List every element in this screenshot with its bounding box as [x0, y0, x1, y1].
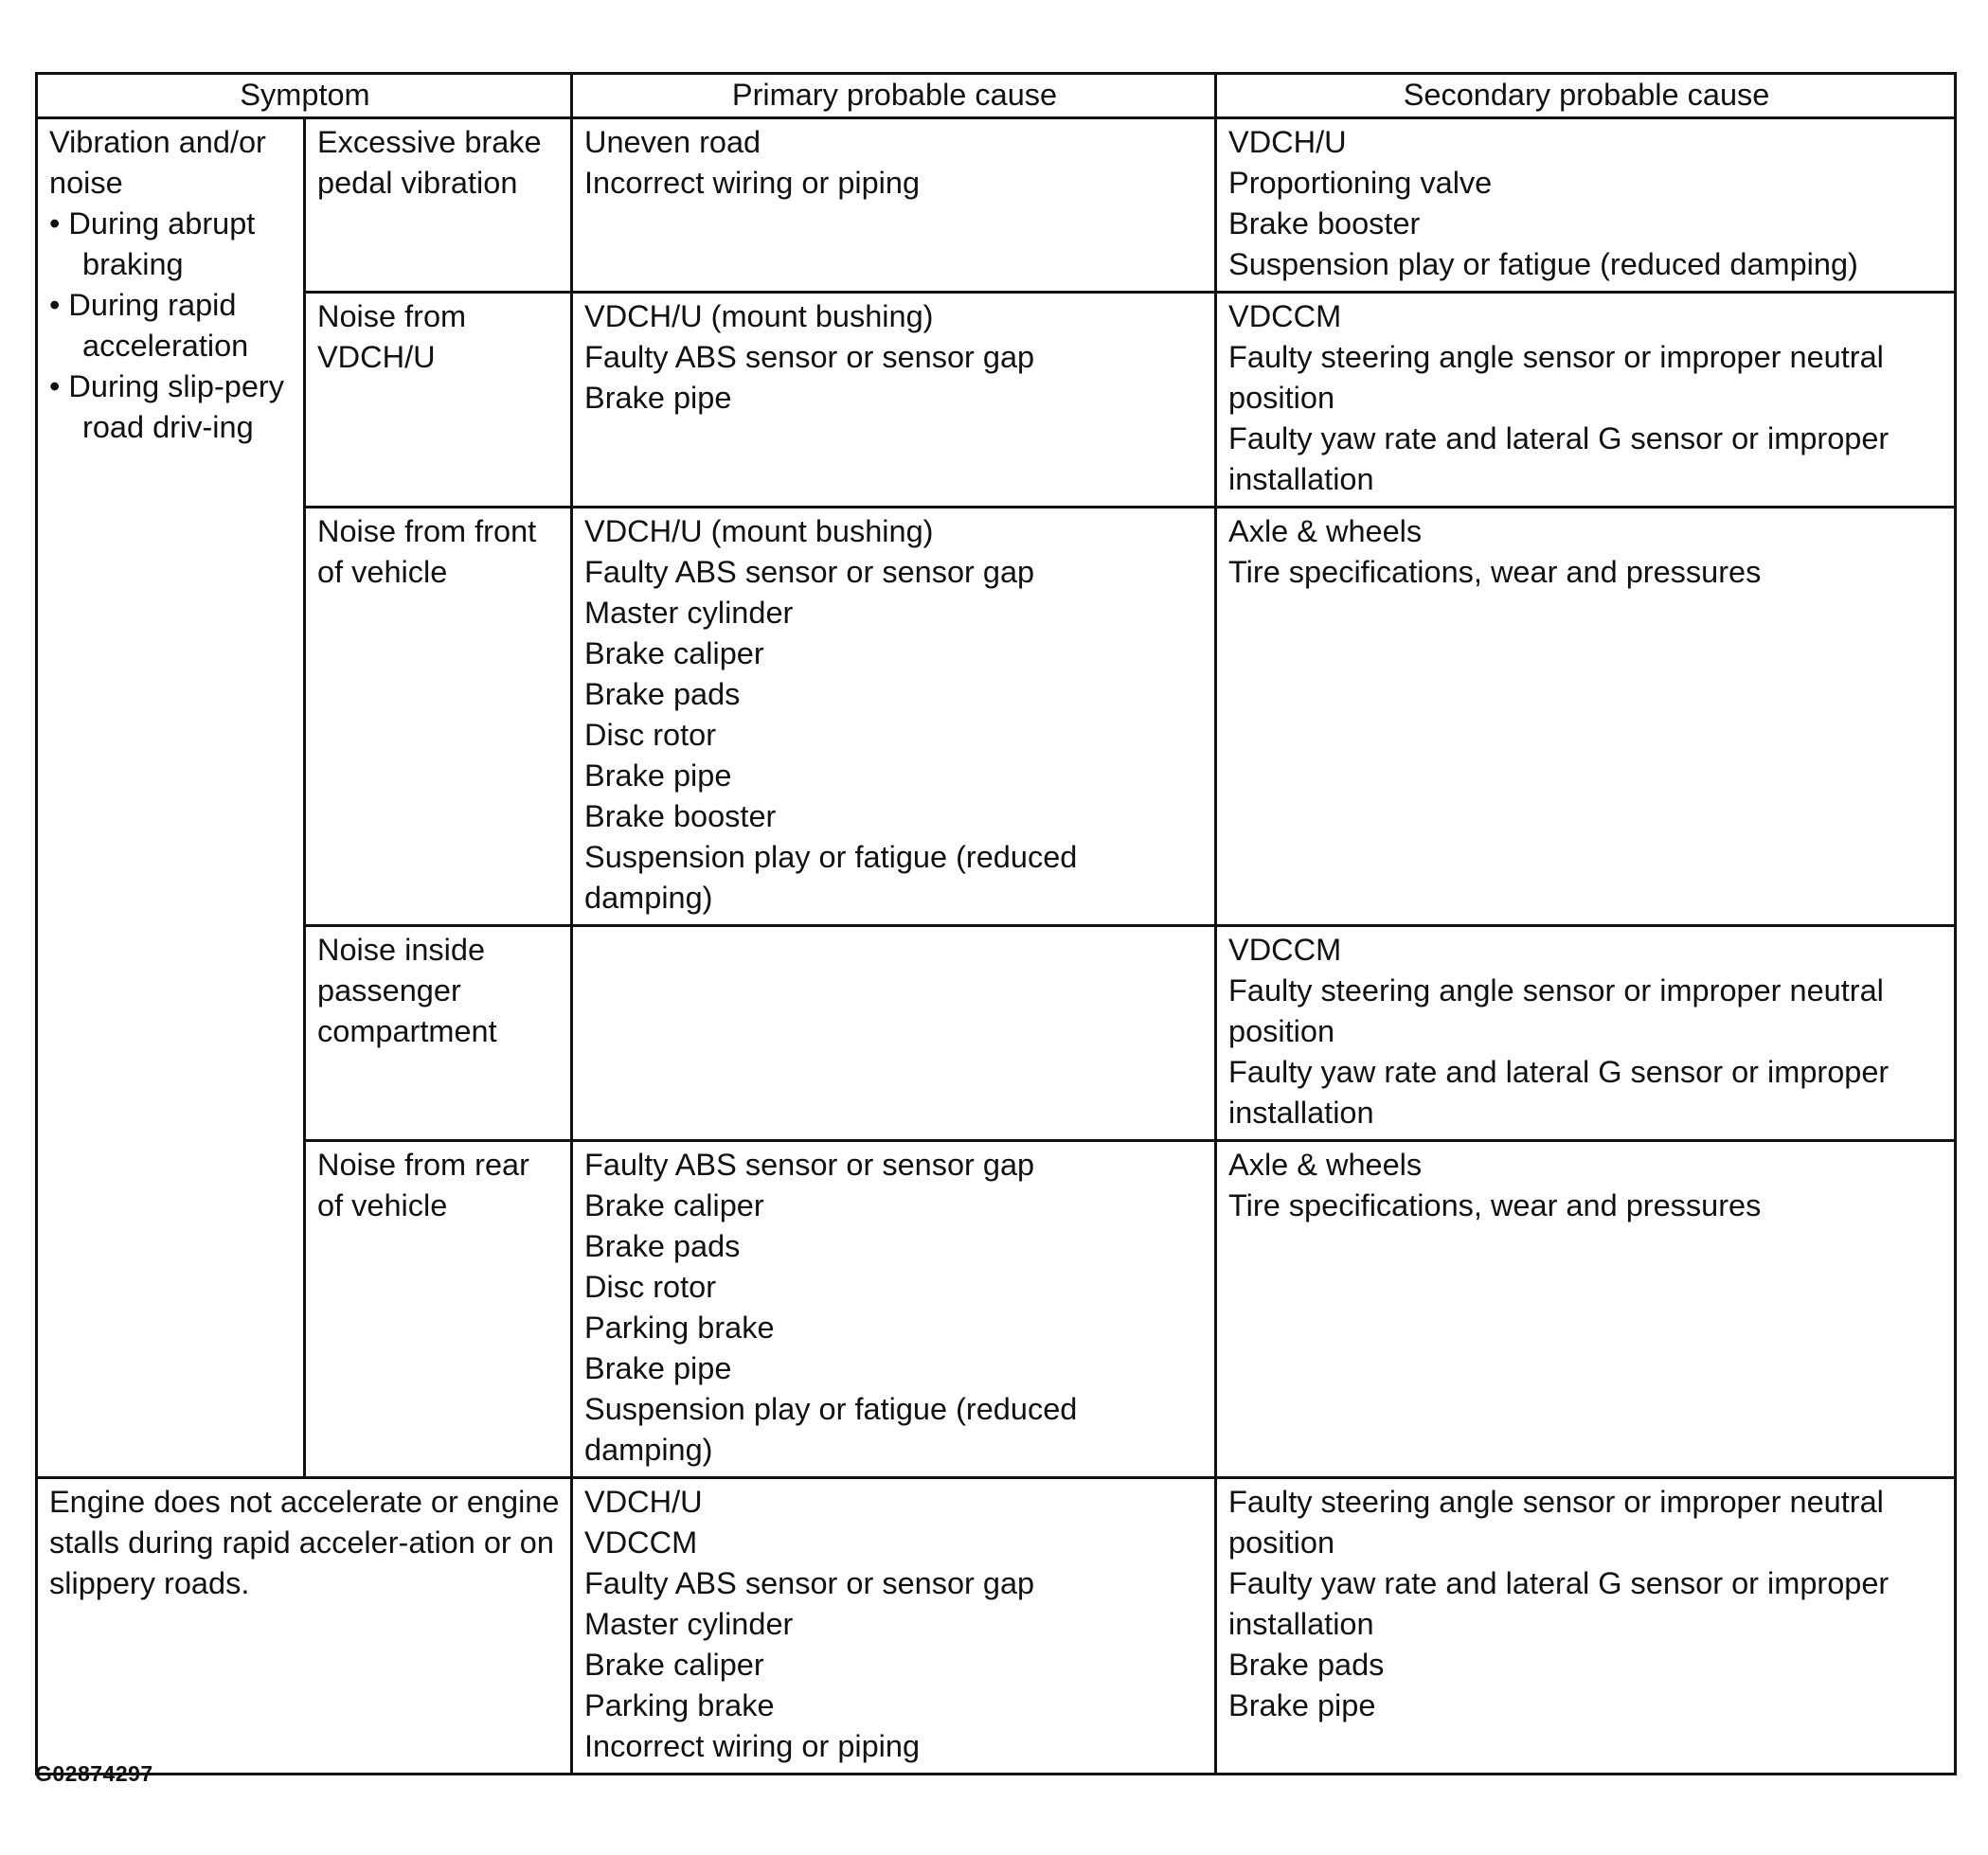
cause-item: Brake caliper	[584, 1188, 764, 1222]
secondary-cause-cell	[1216, 1478, 1956, 1775]
cause-item: Brake pads	[1228, 1648, 1385, 1682]
cause-item: Incorrect wiring or piping	[584, 1729, 921, 1763]
cause-item: Faulty ABS sensor or sensor gap	[584, 340, 1035, 374]
header-row	[37, 74, 1956, 118]
table-row	[37, 1478, 1956, 1775]
vibration-noise-symptom	[37, 118, 305, 1478]
diagnosis-table	[35, 72, 1957, 1775]
figure-id: G02874297	[35, 1761, 153, 1786]
condition-item: • During abrupt braking	[49, 206, 256, 281]
primary-cause-cell	[572, 118, 1216, 293]
cause-item: VDCH/U	[1228, 125, 1347, 159]
secondary-cause-cell	[1216, 508, 1956, 926]
primary-cause-cell	[572, 926, 1216, 1141]
table-row	[37, 926, 1956, 1141]
cause-item: Brake caliper	[584, 636, 764, 670]
cause-item: VDCH/U (mount bushing)	[584, 514, 934, 548]
sub-symptom: Noise inside passenger compartment	[305, 926, 572, 1141]
cause-item: Master cylinder	[584, 1607, 794, 1641]
cause-item: Tire specifications, wear and pressures	[1228, 555, 1762, 589]
cause-item: Suspension play or fatigue (reduced damping)	[1228, 247, 1858, 281]
cause-item: Incorrect wiring or piping	[584, 166, 921, 200]
primary-cause-cell	[572, 508, 1216, 926]
cause-item: VDCCM	[1228, 933, 1342, 967]
primary-cause-cell	[572, 293, 1216, 508]
header-symptom: Symptom	[37, 74, 572, 118]
sub-symptom: Noise from rear of vehicle	[305, 1141, 572, 1478]
cause-item: Brake pipe	[584, 1351, 732, 1385]
secondary-cause-cell	[1216, 118, 1956, 293]
cause-item: Brake pipe	[584, 758, 732, 793]
cause-item: Suspension play or fatigue (reduced damping)	[584, 840, 1086, 915]
cause-item: Faulty steering angle sensor or improper neutral position	[1228, 973, 1892, 1048]
sub-symptom: Noise from VDCH/U	[305, 293, 572, 508]
cause-item: Faulty ABS sensor or sensor gap	[584, 1148, 1035, 1182]
table-row	[37, 1141, 1956, 1478]
cause-item: Master cylinder	[584, 596, 794, 630]
cause-item: Faulty steering angle sensor or improper neutral position	[1228, 340, 1892, 415]
cause-item: Suspension play or fatigue (reduced damping)	[584, 1392, 1086, 1467]
sub-symptom: Excessive brake pedal vibration	[305, 118, 572, 293]
table-row	[37, 293, 1956, 508]
cause-item: Axle & wheels	[1228, 1148, 1423, 1182]
sub-symptom: Noise from front of vehicle	[305, 508, 572, 926]
cause-item: Tire specifications, wear and pressures	[1228, 1188, 1762, 1222]
condition-item: • During rapid acceleration	[49, 288, 249, 363]
secondary-cause-cell	[1216, 926, 1956, 1141]
cause-item: Faulty ABS sensor or sensor gap	[584, 1566, 1035, 1600]
cause-item: Disc rotor	[584, 1270, 717, 1304]
cause-item: Brake pads	[584, 677, 741, 711]
cause-item: Faulty yaw rate and lateral G sensor or improper installation	[1228, 1566, 1898, 1641]
cause-item: Parking brake	[584, 1311, 775, 1345]
cause-item: Parking brake	[584, 1688, 775, 1722]
cause-item: Faulty ABS sensor or sensor gap	[584, 555, 1035, 589]
cause-item: Brake pipe	[584, 381, 732, 415]
cause-item: VDCH/U (mount bushing)	[584, 299, 934, 333]
cause-item: VDCH/U	[584, 1485, 703, 1519]
cause-item: Faulty yaw rate and lateral G sensor or improper installation	[1228, 1055, 1898, 1130]
cause-item: Brake booster	[1228, 206, 1421, 241]
cause-item: Brake caliper	[584, 1648, 764, 1682]
symptom-group-title: Vibration and/or noise	[49, 125, 275, 200]
primary-cause-cell	[572, 1478, 1216, 1775]
header-primary-cause: Primary probable cause	[572, 74, 1216, 118]
header-secondary-cause: Secondary probable cause	[1216, 74, 1956, 118]
secondary-cause-cell	[1216, 293, 1956, 508]
cause-item: Axle & wheels	[1228, 514, 1423, 548]
table-row	[37, 118, 1956, 293]
cause-item: Proportioning valve	[1228, 166, 1493, 200]
cause-item: VDCCM	[1228, 299, 1342, 333]
cause-item: Uneven road	[584, 125, 761, 159]
secondary-cause-cell	[1216, 1141, 1956, 1478]
engine-symptom: Engine does not accelerate or engine stalls during rapid acceler-ation or on slippery roads.	[37, 1478, 572, 1775]
cause-item: Brake pipe	[1228, 1688, 1376, 1722]
cause-item: VDCCM	[584, 1525, 698, 1560]
table-row	[37, 508, 1956, 926]
cause-item: Faulty yaw rate and lateral G sensor or improper installation	[1228, 421, 1898, 496]
condition-item: • During slip-pery road driv-ing	[49, 369, 284, 444]
cause-item: Brake pads	[584, 1229, 741, 1263]
cause-item: Brake booster	[584, 799, 777, 833]
cause-item: Disc rotor	[584, 718, 717, 752]
cause-item: Faulty steering angle sensor or improper neutral position	[1228, 1485, 1892, 1560]
primary-cause-cell	[572, 1141, 1216, 1478]
